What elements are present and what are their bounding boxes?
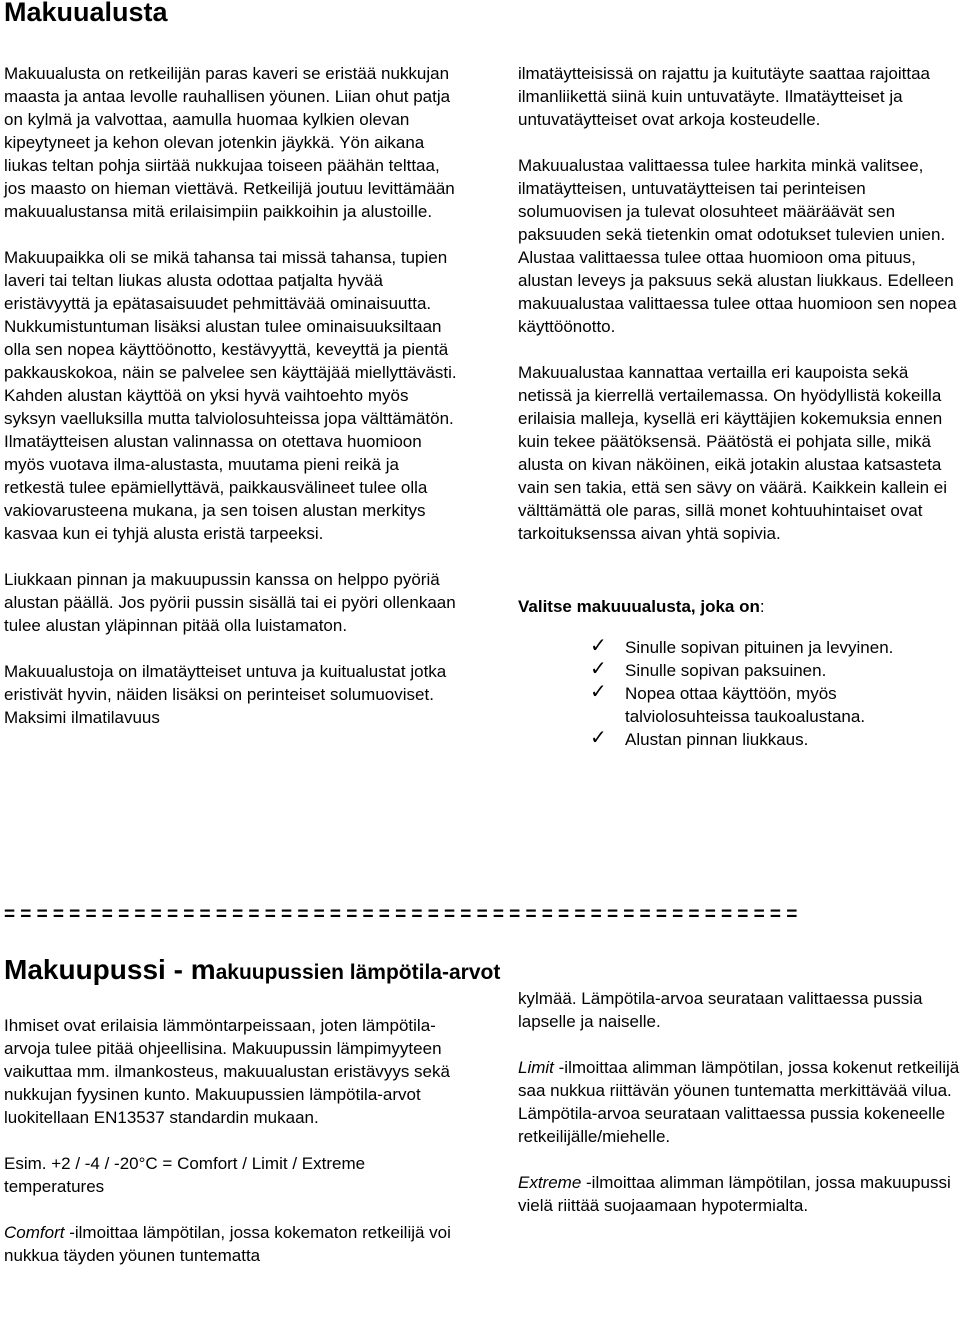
checklist-heading — [518, 595, 960, 618]
section-title-main: Makuupussi - m — [4, 954, 216, 985]
paragraph: Liukkaan pinnan ja makuupussin kanssa on helppo pyöriä alustan päällä. Jos pyörii pussin sisällä tai ei pyöri ollenkaan tulee alustan yläpinnan pitää olla luistamaton. — [4, 570, 456, 635]
checklist-item — [518, 679, 960, 728]
limit-paragraph — [518, 1056, 960, 1148]
paragraph: Makuualustaa valittaessa tulee harkita minkä valitsee, ilmatäytteisen, untuvatäytteisen tai perinteisen solumuovisen ja tulevat olosuhteet määräävät sen paksuuden sekä tietenkin omat odotukset tulevien unien. Alustaa valittaessa tulee ottaa huomioon oma pituus, alustan leveys ja paksuus sekä alustan liukkaus. Edelleen makuualustaa valittaessa tulee ottaa huomioon sen nopea käyttöönotto. — [518, 156, 957, 336]
paragraph: Ihmiset ovat erilaisia lämmöntarpeissaan, joten lämpötila-arvoja tulee pitää ohjeellisina. Makuupussin lämpimyyteen vaikuttaa mm. ilmankosteus, makuualustan eristävyys sekä nukkujan fyysinen kunto. Makuupussien lämpötila-arvot luokitellaan EN13537 standardin mukaan. — [4, 1016, 450, 1127]
paragraph: Esim. +2 / -4 / -20°C = Comfort / Limit / Extreme temperatures — [4, 1154, 366, 1196]
paragraph: ilmatäytteisissä on rajattu ja kuitutäyte saattaa rajoittaa ilmanliikettä siinä kuin untuvatäyte. Ilmatäytteiset ja untuvatäytteiset ovat arkoja kosteudelle. — [518, 64, 930, 129]
limit-term: Limit — [518, 1058, 554, 1077]
checklist-item-text: Alustan pinnan liukkaus. — [625, 730, 809, 749]
paragraph: Makuualustaa kannattaa vertailla eri kaupoista sekä netissä ja kierrellä vertailemassa. On hyödyllistä kokeilla erilaisia malleja, kysellä eri käyttäjien kokemuksia ennen kuin tekee päätöksensä. Päätöstä ei pohjata sille, mikä alusta on kivan näköinen, eikä jotakin alustaa katsasteta vain sen takia, että sen sävy on väärä. Kaikkein kallein ei välttämättä ole paras, sillä monet kohtuuhintaiset ovat tarkoituksenssa aivan yhtä sopivia. — [518, 363, 948, 543]
check-icon: ✓ — [590, 656, 607, 680]
check-icon: ✓ — [590, 725, 607, 749]
section-title-sub: akuupussien lämpötila-arvot — [215, 961, 501, 984]
comfort-paragraph — [4, 1221, 464, 1267]
checklist-item-text: Sinulle sopivan paksuinen. — [625, 661, 827, 680]
paragraph: Makuualustoja on ilmatäytteiset untuva ja kuitualustat jotka eristivät hyvin, näiden lisäksi on perinteiset solumuoviset. Maksimi ilmatilavuus — [4, 662, 447, 727]
checklist-item-text: Nopea ottaa käyttöön, myös talviolosuhteissa taukoalustana. — [625, 684, 866, 726]
separator-line: ================================================= — [4, 904, 803, 925]
checklist-heading-colon: : — [759, 597, 765, 616]
page-title: Makuualusta — [4, 0, 168, 27]
comfort-term: Comfort — [4, 1223, 65, 1242]
comfort-text: -ilmoittaa lämpötilan, jossa kokematon retkeilijä voi nukkua täyden yöunen tuntematta — [4, 1223, 451, 1265]
check-icon: ✓ — [590, 679, 607, 703]
section-title — [4, 952, 500, 993]
checklist-item — [518, 725, 960, 751]
paragraph: kylmää. Lämpötila-arvoa seurataan valittaessa pussia lapselle ja naiselle. — [518, 989, 923, 1031]
left-column-section1 — [4, 62, 464, 729]
check-icon: ✓ — [590, 633, 607, 657]
extreme-paragraph — [518, 1171, 960, 1217]
checklist-item — [518, 633, 960, 659]
paragraph: Makuupaikka oli se mikä tahansa tai missä tahansa, tupien laveri tai teltan liukas alusta odottaa patjalta hyvää eristävyyttä ja epätasaisuudet pehmittävää ominaisuutta. Nukkumistuntuman lisäksi alustan tulee ominaisuuksiltaan olla sen nopea käyttöönotto, kestävyyttä, keveyttä ja pientä pakkauskokoa, näin se palvelee sen käyttäjää miellyttävästi. Kahden alustan käyttöä on yksi hyvä vaihtoehto myös syksyn vaelluksilla mutta talviolosuhteissa jopa välttämätön. Ilmatäytteisen alustan valinnassa on otettava huomioon myös vuotava ilma-alustasta, muutama pieni reikä ja retkestä tulee epämiellyttävä, paikkausvälineet tulee olla vakiovarusteena mukana, ja sen toisen alustan merkitys kasvaa kun ei tyhjä alusta eristä tarpeeksi. — [4, 248, 457, 543]
extreme-text: -ilmoittaa alimman lämpötilan, jossa makuupussi vielä riittää suojaamaan hypotermialta. — [518, 1173, 951, 1215]
checklist-heading-text: Valitse makuuualusta, joka on — [518, 597, 760, 616]
checklist-item — [518, 656, 960, 682]
checklist — [518, 633, 960, 751]
left-column-section2 — [4, 1014, 464, 1267]
limit-text: -ilmoittaa alimman lämpötilan, jossa kokenut retkeilijä saa nukkua riittävän yöunen tuntematta merkittävää vilua. Lämpötila-arvoa seurataan valittaessa pussia kokeneelle retkeilijälle/miehelle. — [518, 1058, 960, 1146]
extreme-term: Extreme — [518, 1173, 582, 1192]
right-column-section2 — [518, 987, 960, 1217]
checklist-item-text: Sinulle sopivan pituinen ja levyinen. — [625, 638, 894, 657]
right-column-section1 — [518, 62, 960, 751]
paragraph: Makuualusta on retkeilijän paras kaveri se eristää nukkujan maasta ja antaa levolle rauhallisen yöunen. Liian ohut patja on kylmä ja valvottaa, aamulla huomaa kylkien olevan kipeytyneet ja kehon olevan jotenkin jäykkä. Yön aikana liukas teltan pohja siirtää nukkujaa toiseen päähän telttaa, jos maasto on hieman viettävä. Retkeilijä joutuu levittämään makuualustansa mitä erilaisimpiin paikkoihin ja alustoille. — [4, 64, 455, 221]
